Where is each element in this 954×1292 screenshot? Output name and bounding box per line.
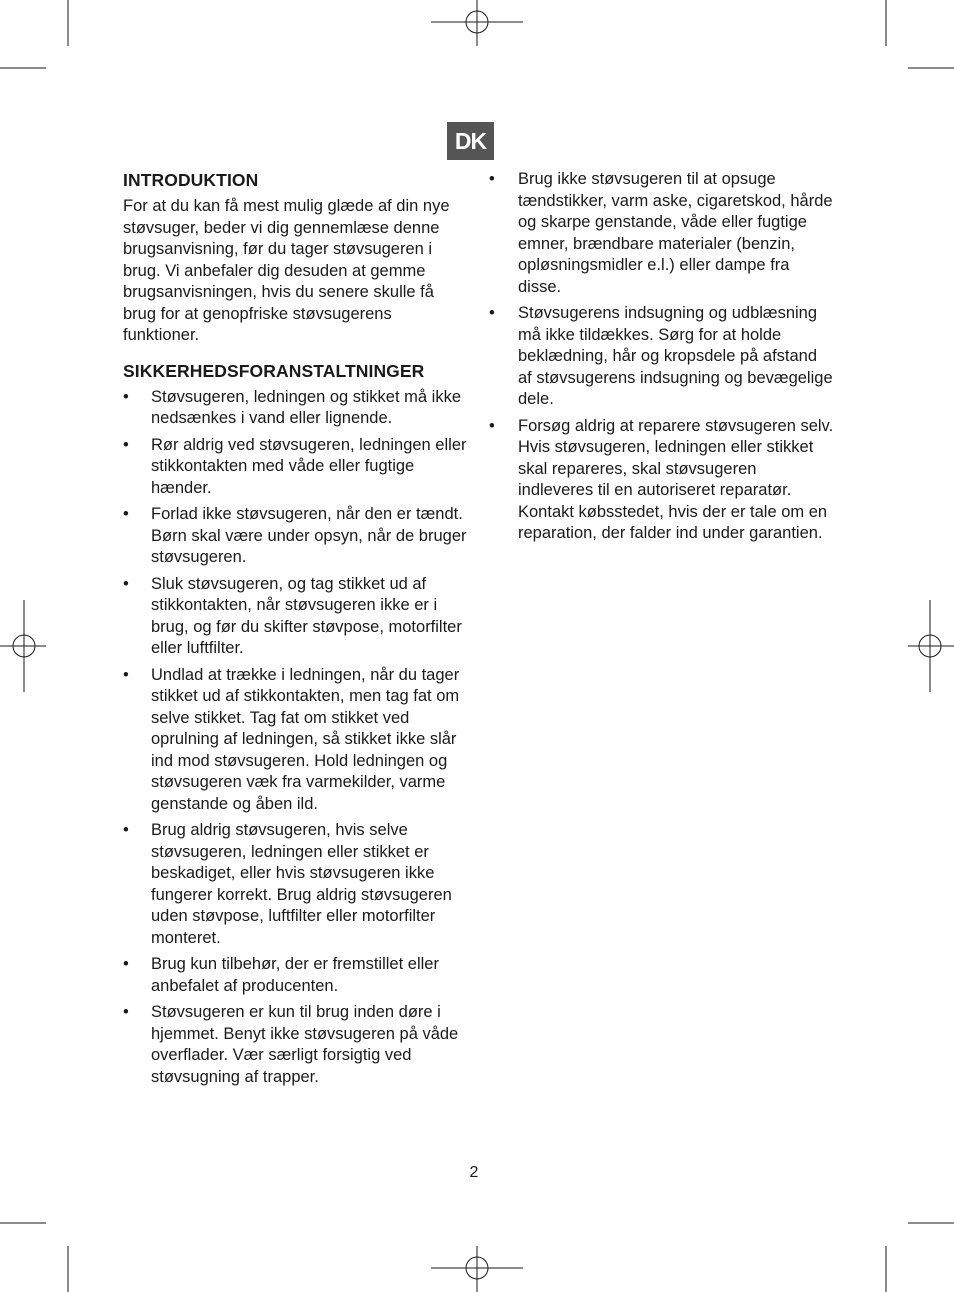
list-item-text: Forsøg aldrig at reparere støvsugeren selv. Hvis støvsugeren, ledningen eller stikket skal repareres, skal støvsugeren indleveres til en autoriseret reparatør. Kontakt købsstedet, hvis der er tale om en reparation, der falder ind under garantien. (518, 416, 834, 542)
list-item (123, 954, 468, 997)
list-item (123, 1002, 468, 1088)
safety-list-right (489, 169, 834, 545)
bullet-icon: • (489, 416, 495, 435)
bullet-icon: • (123, 387, 129, 406)
list-item-text: Støvsugerens indsugning og udblæsning må ikke tildækkes. Sørg for at holde beklædning, hår og kropsdele på afstand af støvsugerens indsugning og bevægelige dele. (518, 304, 833, 408)
list-item-text: Brug aldrig støvsugeren, hvis selve støvsugeren, ledningen eller stikket er beskadiget, eller hvis støvsugeren ikke fungerer korrekt. Brug aldrig støvsugeren uden støvpose, luftfilter eller motorfilter monteret. (151, 821, 452, 947)
list-item (123, 820, 468, 949)
list-item (123, 387, 468, 430)
bullet-icon: • (123, 665, 129, 684)
intro-heading: INTRODUKTION (123, 170, 259, 190)
list-item (123, 574, 468, 660)
list-item-text: Støvsugeren er kun til brug inden døre i hjemmet. Benyt ikke støvsugeren på våde overflader. Vær særligt forsigtig ved støvsugning af trapper. (151, 1003, 459, 1086)
list-item-text: Rør aldrig ved støvsugeren, ledningen eller stikkontakten med våde eller fugtige hænder. (151, 435, 467, 497)
list-item (123, 665, 468, 816)
list-item (123, 435, 468, 500)
bullet-icon: • (123, 574, 129, 593)
list-item (489, 416, 834, 545)
bullet-icon: • (489, 304, 495, 322)
list-item-text: Sluk støvsugeren, og tag stikket ud af stikkontakten, når støvsugeren ikke er i brug, og før du skifter støvpose, motorfilter eller luftfilter. (151, 574, 462, 657)
list-item-text: Forlad ikke støvsugeren, når den er tændt. Børn skal være under opsyn, når de bruger støvsugeren. (151, 505, 467, 566)
left-column (123, 169, 468, 1093)
bullet-icon: • (123, 955, 129, 973)
right-column (489, 169, 834, 550)
intro-text: For at du kan få mest mulig glæde af din nye støvsuger, beder vi dig gennemlæse denne brugsanvisning, før du tager støvsugeren i brug. Vi anbefaler dig desuden at gemme brugsanvisningen, hvis du senere skulle få brug for at genopfriske støvsugerens funktioner. (123, 197, 450, 344)
registration-mark-top (431, 0, 523, 46)
list-item-text: Brug ikke støvsugeren til at opsuge tændstikker, varm aske, cigaretskod, hårde og skarpe genstande, våde eller fugtige emner, brændbare materialer (benzin, opløsningsmidler e.l.) eller dampe fra disse. (518, 170, 833, 296)
registration-mark-right (908, 600, 954, 692)
list-item (489, 303, 834, 411)
bullet-icon: • (123, 1003, 129, 1021)
registration-mark-bottom (431, 1246, 523, 1292)
safety-heading: SIKKERHEDSFORANSTALTNINGER (123, 360, 425, 381)
list-item-text: Brug kun tilbehør, der er fremstillet eller anbefalet af producenten. (151, 955, 439, 995)
registration-mark-left (0, 600, 46, 692)
list-item (489, 169, 834, 298)
list-item-text: Undlad at trække i ledningen, når du tager stikket ud af stikkontakten, men tag fat om selve stikket. Tag fat om stikket ved oprulning af ledningen, så stikket ikke slår ind mod støvsugeren. Hold ledningen og støvsugeren væk fra varmekilder, varme genstande og åben ild. (151, 665, 460, 813)
safety-list-left (123, 387, 468, 1089)
bullet-icon: • (123, 821, 129, 839)
page-number: 2 (469, 1164, 479, 1181)
list-item (123, 504, 468, 569)
bullet-icon: • (123, 435, 129, 454)
bullet-icon: • (123, 505, 129, 523)
language-badge: DK (447, 122, 494, 160)
bullet-icon: • (489, 170, 495, 188)
list-item-text: Støvsugeren, ledningen og stikket må ikke nedsænkes i vand eller lignende. (151, 387, 461, 427)
